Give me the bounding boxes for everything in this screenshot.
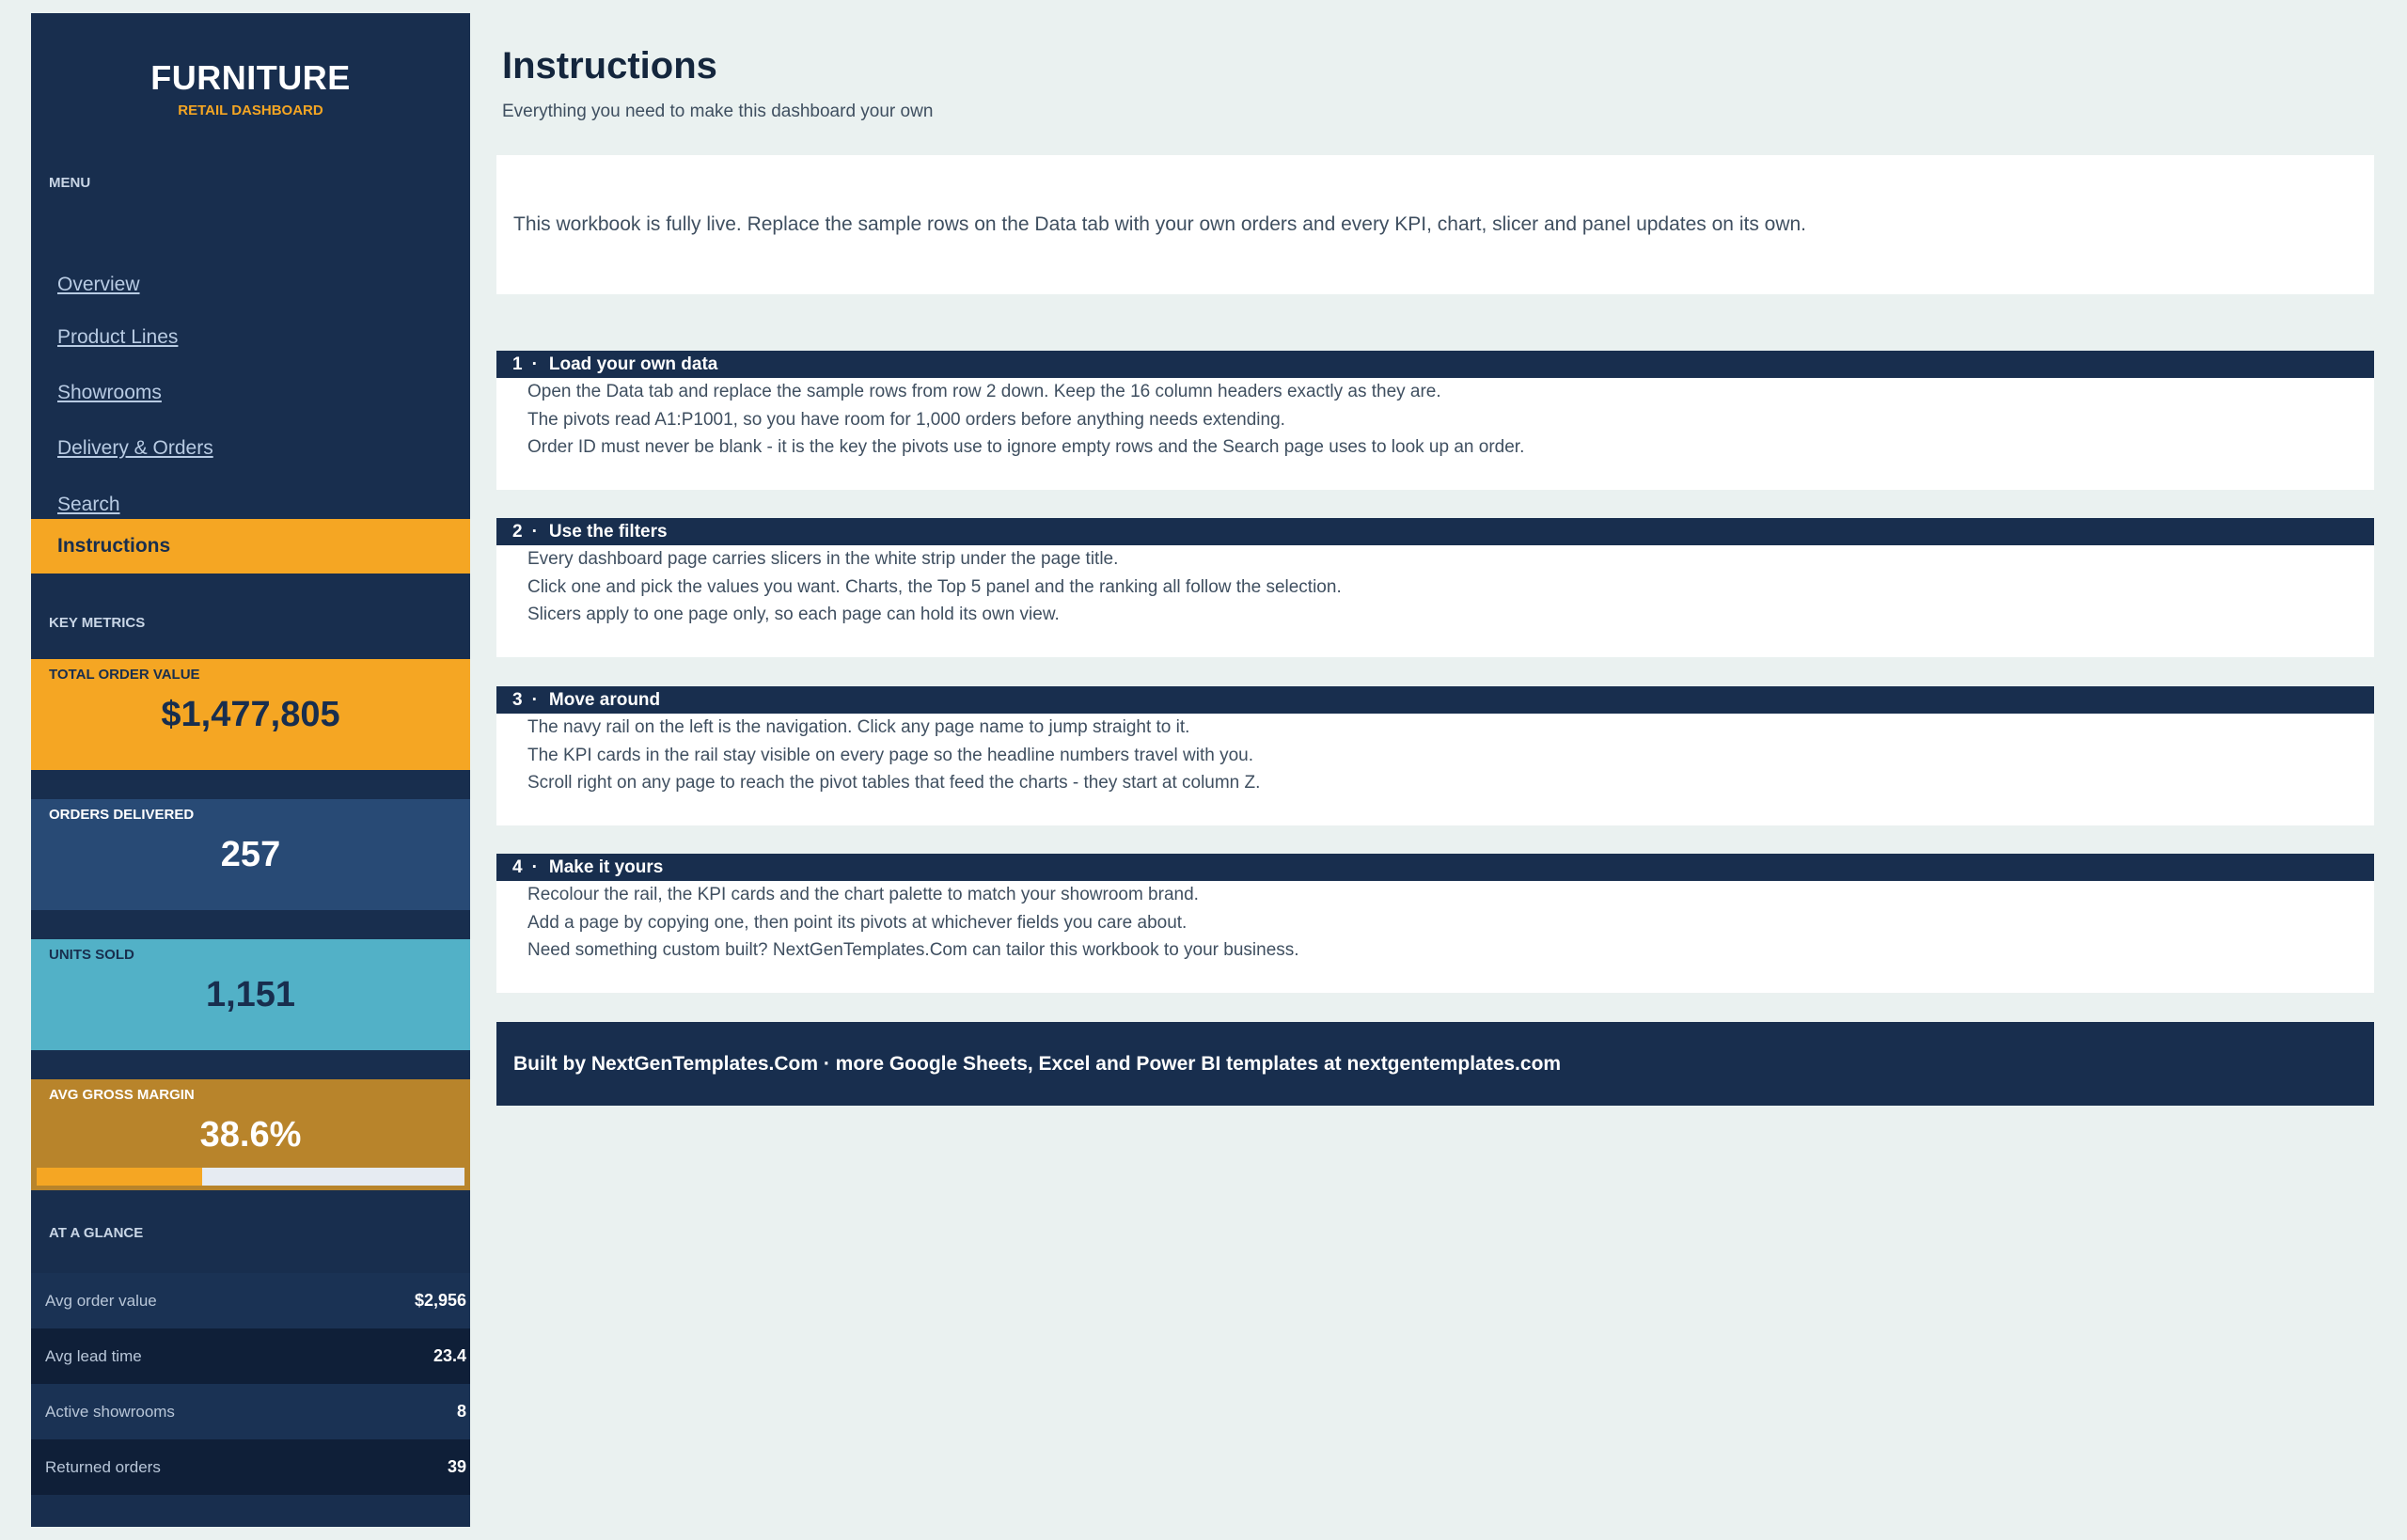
page-title: Instructions: [502, 45, 717, 86]
step-separator: ·: [531, 856, 538, 877]
kpi-card-total-order-value: [31, 659, 470, 770]
kpi-card-units-sold: [31, 939, 470, 1050]
step-separator: ·: [531, 521, 538, 542]
glance-row-avg-lead-time: [31, 1328, 470, 1384]
step-number: 4: [512, 856, 523, 877]
step-card-use-filters: [496, 518, 2374, 657]
step-line: Order ID must never be blank - it is the key the pivots use to ignore empty rows and the Search page uses to look up an order.: [527, 437, 1525, 457]
nav-item-overview[interactable]: [31, 258, 470, 312]
intro-text: This workbook is fully live. Replace the sample rows on the Data tab with your own orders and every KPI, chart, slicer and panel updates on its own.: [513, 213, 1807, 235]
glance-row-active-showrooms: [31, 1384, 470, 1439]
step-line: Open the Data tab and replace the sample rows from row 2 down. Keep the 16 column headers exactly as they are.: [527, 382, 1441, 401]
nav-item-label: Showrooms: [57, 382, 162, 403]
step-number: 1: [512, 354, 523, 374]
brand-title: FURNITURE: [150, 58, 351, 97]
step-line: Add a page by copying one, then point its pivots at whichever fields you care about.: [527, 912, 1188, 933]
step-title: Use the filters: [548, 521, 668, 542]
kpi-card-orders-delivered: [31, 799, 470, 910]
key-metrics-heading: KEY METRICS: [49, 615, 146, 631]
intro-panel: [496, 155, 2374, 294]
step-separator: ·: [531, 689, 538, 710]
step-card-load-data: [496, 351, 2374, 490]
step-line: Need something custom built? NextGenTemplates.Com can tailor this workbook to your business.: [527, 940, 1299, 960]
step-line: Slicers apply to one page only, so each page can hold its own view.: [527, 605, 1060, 624]
kpi-label: UNITS SOLD: [49, 947, 134, 963]
step-line: Recolour the rail, the KPI cards and the chart palette to match your showroom brand.: [527, 885, 1199, 904]
step-title: Load your own data: [548, 354, 718, 374]
glance-row-avg-order-value: [31, 1273, 470, 1328]
margin-progress-fill: [37, 1168, 202, 1186]
kpi-label: ORDERS DELIVERED: [49, 807, 195, 823]
margin-progress-bar: [37, 1168, 464, 1186]
brand-subtitle: RETAIL DASHBOARD: [178, 102, 323, 118]
nav-item-showrooms[interactable]: [31, 366, 470, 420]
glance-value: $2,956: [414, 1291, 466, 1310]
glance-value: 8: [456, 1402, 466, 1421]
step-number: 2: [512, 521, 523, 542]
glance-value: 23.4: [433, 1346, 466, 1365]
kpi-value: 257: [220, 835, 281, 874]
kpi-value: 1,151: [205, 975, 296, 1014]
kpi-label: TOTAL ORDER VALUE: [49, 667, 200, 683]
kpi-value: 38.6%: [199, 1115, 302, 1155]
step-header: [496, 854, 2374, 881]
nav-item-label: Search: [57, 494, 120, 515]
nav-item-label: Overview: [57, 274, 140, 295]
page-subtitle: Everything you need to make this dashboard your own: [502, 102, 934, 121]
nav-item-label: Product Lines: [57, 326, 179, 348]
menu-heading: MENU: [49, 175, 91, 191]
nav-item-label: Instructions: [57, 535, 171, 557]
step-title: Move around: [548, 689, 661, 710]
glance-label: Returned orders: [45, 1457, 161, 1476]
glance-label: Active showrooms: [45, 1402, 175, 1421]
step-line: Scroll right on any page to reach the pivot tables that feed the charts - they start at column Z.: [527, 773, 1261, 793]
step-title: Make it yours: [548, 856, 664, 877]
step-card-make-it-yours: [496, 854, 2374, 993]
footer-text: Built by NextGenTemplates.Com · more Google Sheets, Excel and Power BI templates at nextgentemplates.com: [513, 1052, 1562, 1075]
step-line: The pivots read A1:P1001, so you have room for 1,000 orders before anything needs extending.: [527, 409, 1285, 430]
glance-value: 39: [447, 1457, 466, 1476]
step-card-move-around: [496, 686, 2374, 825]
step-line: Every dashboard page carries slicers in the white strip under the page title.: [527, 549, 1119, 569]
nav-item-label: Delivery & Orders: [57, 437, 213, 459]
glance-row-returned-orders: [31, 1439, 470, 1495]
footer-banner: [496, 1022, 2374, 1106]
glance-heading: AT A GLANCE: [49, 1225, 144, 1241]
glance-label: Avg lead time: [45, 1346, 142, 1365]
nav-item-delivery-orders[interactable]: [31, 421, 470, 476]
kpi-card-avg-gross-margin: [31, 1079, 470, 1190]
nav-item-instructions[interactable]: [31, 519, 470, 574]
step-line: The KPI cards in the rail stay visible on every page so the headline numbers travel with you.: [527, 745, 1254, 765]
kpi-value: $1,477,805: [161, 695, 340, 734]
kpi-label: AVG GROSS MARGIN: [49, 1087, 195, 1103]
step-header: [496, 686, 2374, 714]
step-number: 3: [512, 689, 523, 710]
sidebar: [31, 13, 470, 1527]
step-header: [496, 518, 2374, 545]
glance-label: Avg order value: [45, 1291, 157, 1310]
step-line: Click one and pick the values you want. Charts, the Top 5 panel and the ranking all follow the selection.: [527, 576, 1342, 597]
step-separator: ·: [531, 354, 538, 374]
nav-item-product-lines[interactable]: [31, 310, 470, 365]
step-line: The navy rail on the left is the navigation. Click any page name to jump straight to it.: [527, 717, 1190, 737]
step-header: [496, 351, 2374, 378]
